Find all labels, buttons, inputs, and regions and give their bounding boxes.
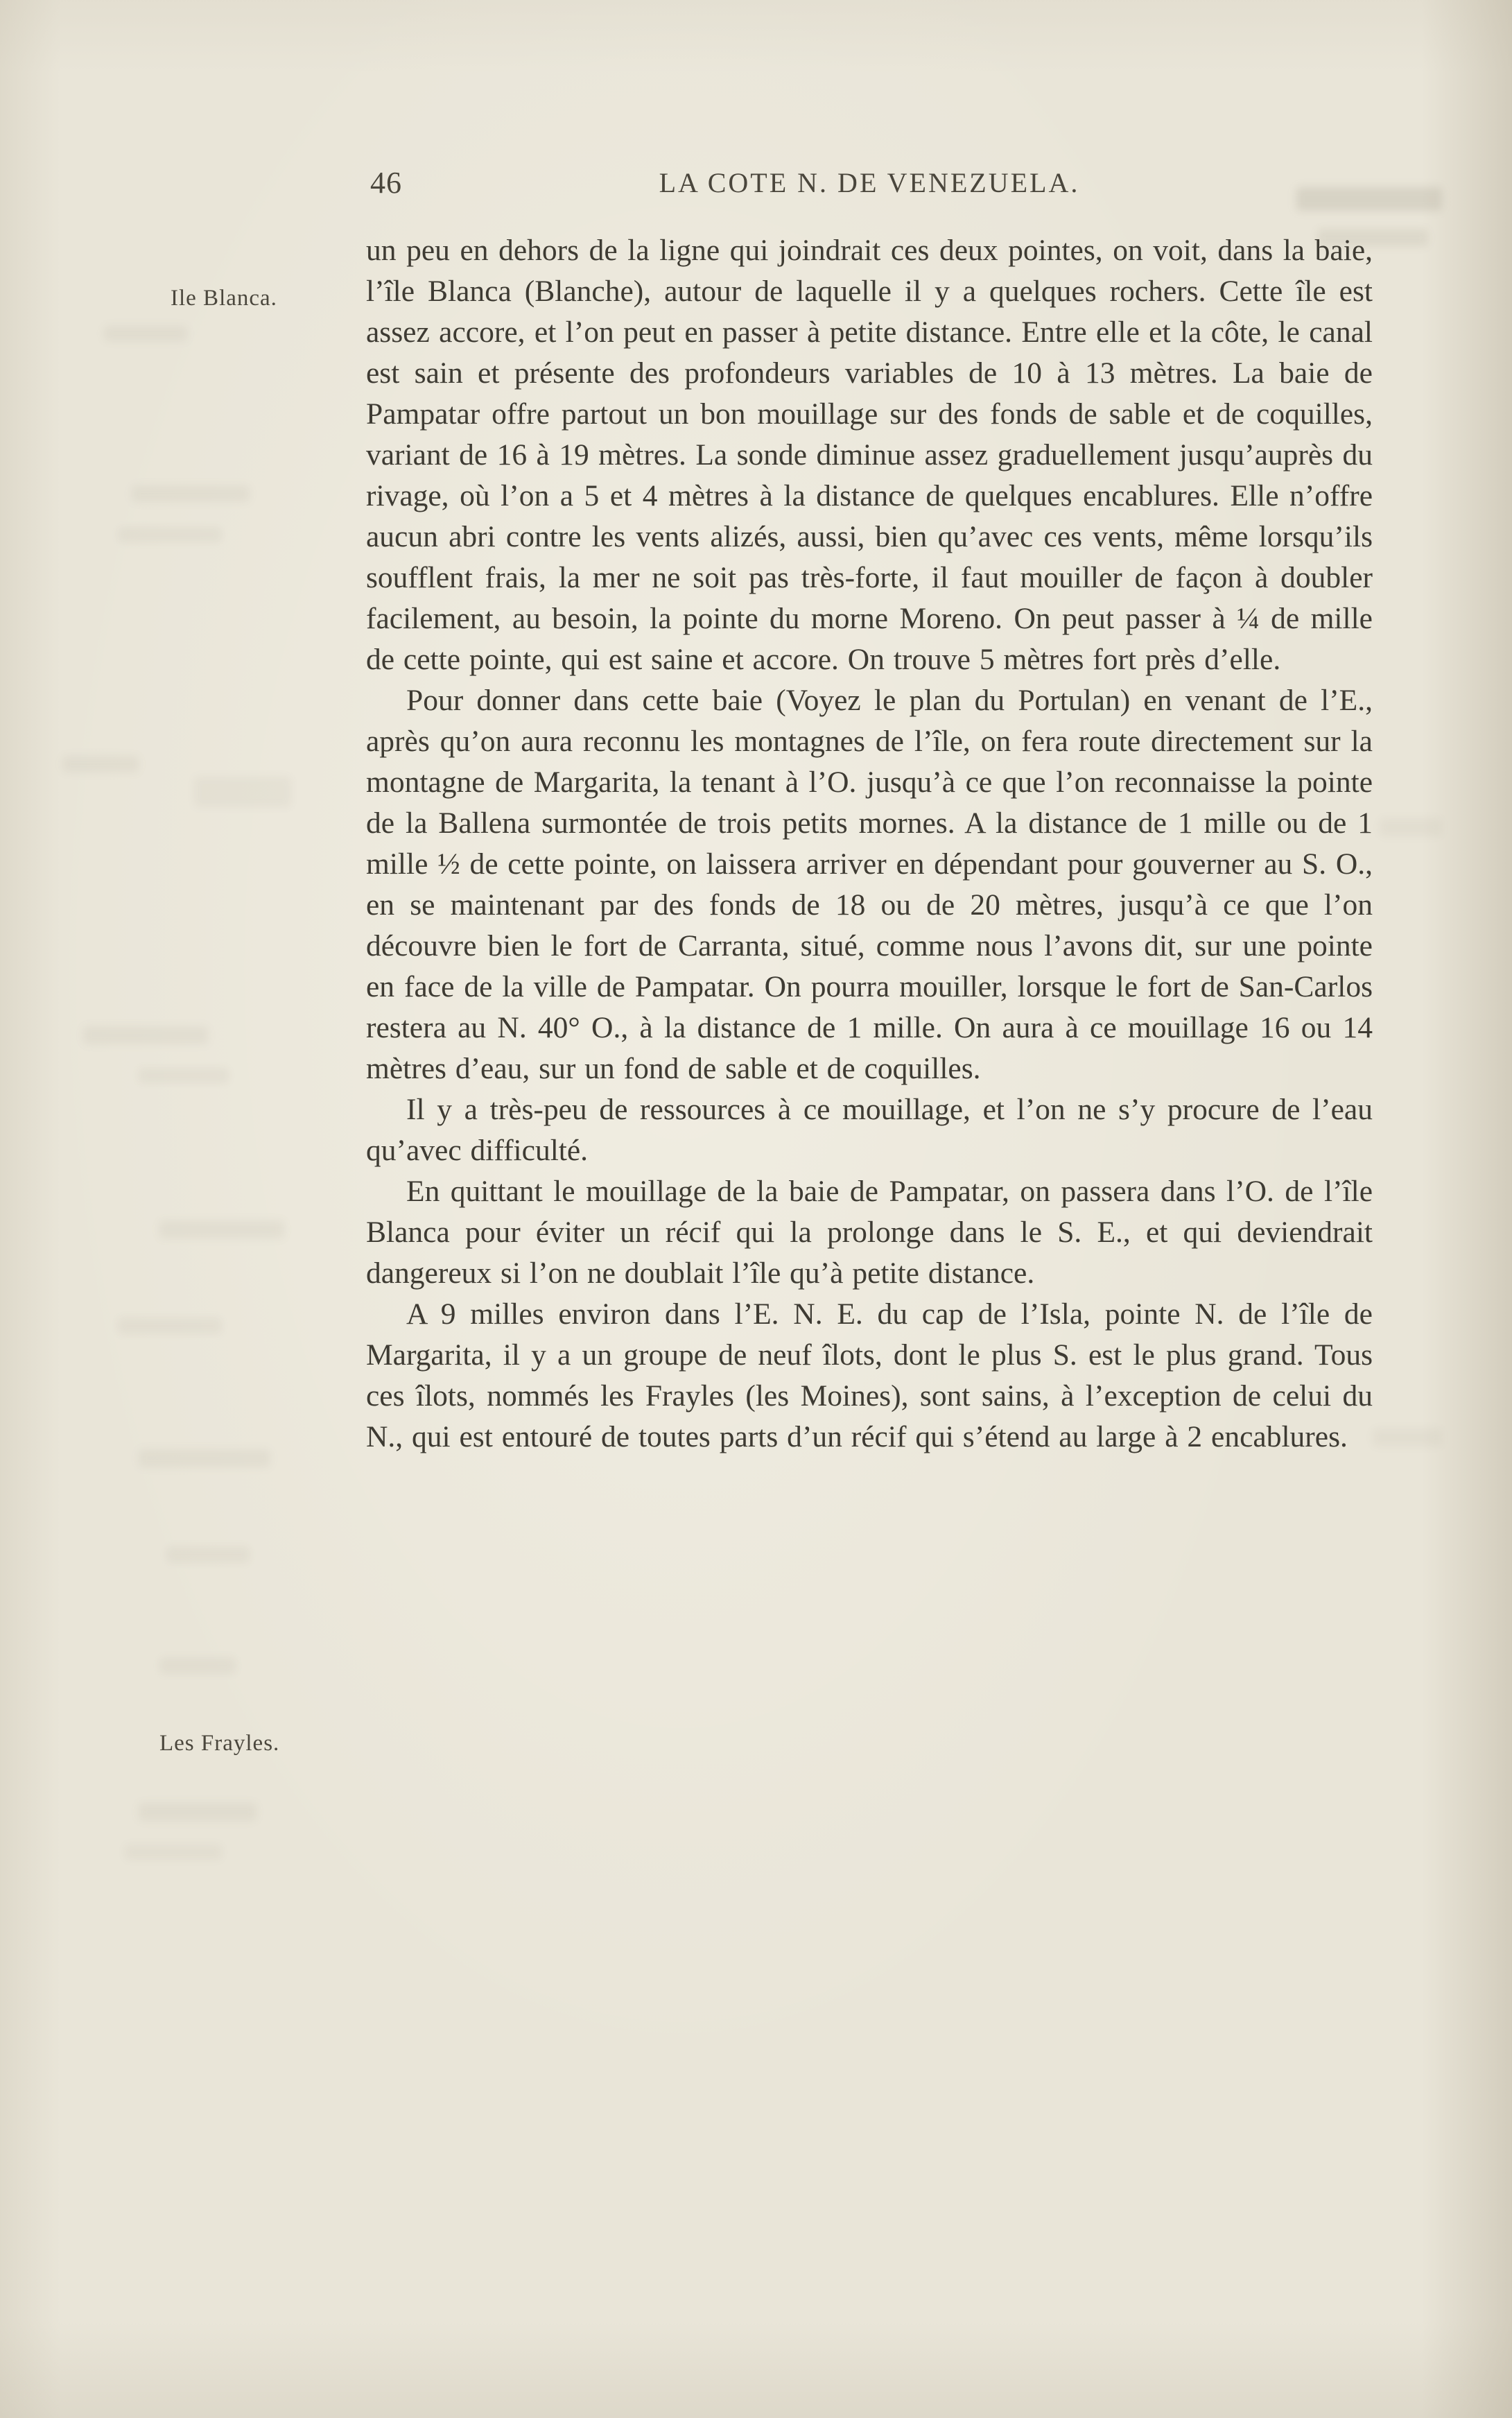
bleedthrough-smudge [194, 777, 291, 807]
bleedthrough-smudge [166, 1546, 250, 1563]
bleedthrough-smudge [139, 1068, 229, 1083]
running-head [366, 165, 1373, 207]
paragraph-3: Il y a très-peu de ressources à ce mouillage, et l’on ne s’y procure de l’eau qu’avec difficulté. [366, 1093, 1373, 1167]
bleedthrough-smudge [1373, 1428, 1442, 1447]
bleedthrough-smudge [125, 1845, 222, 1860]
bleedthrough-smudge [1380, 818, 1442, 836]
page-title: LA COTE N. DE VENEZUELA. [659, 167, 1080, 198]
paragraph-2: Pour donner dans cette baie (Voyez le plan du Portulan) en venant de l’E., après qu’on aura reconnu les montagnes de l’île, on fera route directement sur la montagne de Margarita, la tenant à l’O. jusqu’à ce que l’on reconnaisse la pointe de la Ballena surmontée de trois petits mornes. A la distance de 1 mille ou de 1 mille ½ de cette pointe, on laissera arriver en dépendant pour gouverner au S. O., en se maintenant par des fonds de 18 ou de 20 mètres, jusqu’à ce que l’on découvre bien le fort de Carranta, situé, comme nous l’avons dit, sur une pointe en face de la ville de Pampatar. On pourra mouiller, lorsque le fort de San-Carlos restera au N. 40° O., à la distance de 1 mille. On aura à ce mouillage 16 ou 14 mètres d’eau, sur un fond de sable et de coquilles. [366, 684, 1373, 1085]
paragraph-5: A 9 milles environ dans l’E. N. E. du cap de l’Isla, pointe N. de l’île de Margarita, il y a un groupe de neuf îlots, dont le plus S. est le plus grand. Tous ces îlots, nommés les Frayles (les Moines), sont sains, à l’exception de celui du N., qui est entouré de toutes parts d’un récif qui s’étend au large à 2 encablures. [366, 1297, 1373, 1453]
bleedthrough-smudge [159, 1220, 284, 1238]
paragraph-4: En quittant le mouillage de la baie de Pampatar, on passera dans l’O. de l’île Blanca pour éviter un récif qui la prolonge dans le S. E., et qui deviendrait dangereux si l’on ne doublait l’île qu’à petite distance. [366, 1175, 1373, 1290]
bleedthrough-smudge [139, 1449, 270, 1467]
bleedthrough-smudge [62, 756, 139, 772]
bleedthrough-smudge [159, 1657, 236, 1674]
margin-note-ile-blanca: Ile Blanca. [171, 286, 277, 311]
margin-note-les-frayles: Les Frayles. [159, 1731, 280, 1756]
paragraph-1: un peu en dehors de la ligne qui joindrait ces deux pointes, on voit, dans la baie, l’île Blanca (Blanche), autour de laquelle il y a quelques rochers. Cette île est assez accore, et l’on peut en passer à petite distance. Entre elle et la côte, le canal est sain et présente des profondeurs variables de 10 à 13 mètres. La baie de Pampatar offre partout un bon mouillage sur des fonds de sable et de coquilles, variant de 16 à 19 mètres. La sonde diminue assez graduellement jusqu’auprès du rivage, où l’on a 5 et 4 mètres à la distance de quelques encablures. Elle n’offre aucun abri contre les vents alizés, aussi, bien qu’avec ces vents, même lorsqu’ils soufflent frais, la mer ne soit pas très-forte, il faut mouiller de façon à doubler facilement, au besoin, la pointe du morne Moreno. On peut passer à ¼ de mille de cette pointe, qui est saine et accore. On trouve 5 mètres fort près d’elle. [366, 234, 1373, 676]
bleedthrough-smudge [83, 1026, 208, 1044]
bleedthrough-smudge [118, 527, 222, 542]
page-number: 46 [370, 166, 402, 200]
bleedthrough-smudge [118, 1318, 222, 1334]
bleedthrough-smudge [132, 485, 250, 502]
body-text [366, 230, 1373, 1458]
bleedthrough-smudge [104, 326, 187, 341]
bleedthrough-smudge [139, 1803, 257, 1821]
